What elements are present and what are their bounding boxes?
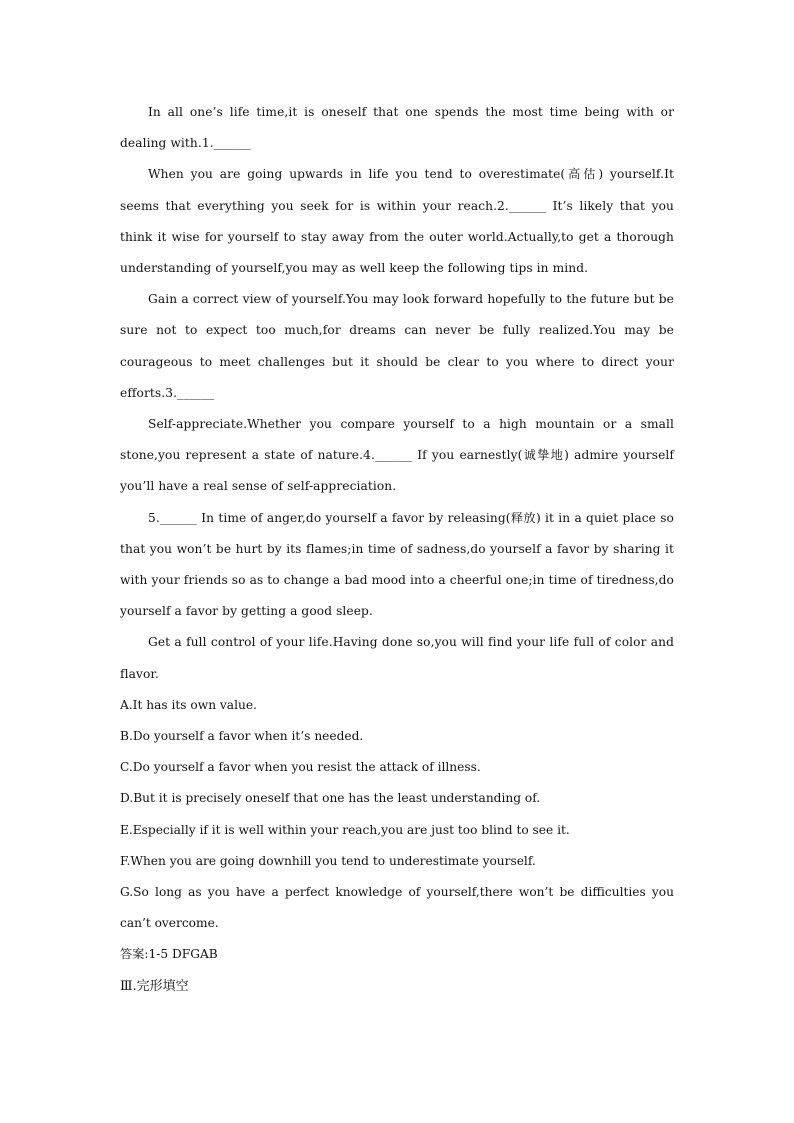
option-a: A.It has its own value. [120, 697, 257, 712]
option-g: G.So long as you have a perfect knowledge of yourself,there won’t be difficulties you can’t overcome. [120, 885, 674, 931]
passage-paragraph-4: Self-appreciate.Whether you compare yourself to a high mountain or a small stone,you represent a state of nature.4.______ If you earnestly(诚挚地) admire yourself you’ll have a real sense of self-appreciation. [120, 417, 674, 494]
answer-key: 答案:1-5 DFGAB [120, 947, 218, 962]
option-f: F.When you are going downhill you tend to underestimate yourself. [120, 853, 536, 868]
option-e: E.Especially if it is well within your reach,you are just too blind to see it. [120, 822, 570, 837]
passage-paragraph-6: Get a full control of your life.Having done so,you will find your life full of color and flavor. [120, 635, 674, 681]
option-c: C.Do yourself a favor when you resist the attack of illness. [120, 760, 481, 775]
option-d: D.But it is precisely oneself that one has the least understanding of. [120, 791, 541, 806]
next-section-heading: Ⅲ.完形填空 [120, 978, 189, 994]
passage-paragraph-1: In all one’s life time,it is oneself that one spends the most time being with or dealing with.1.______ [120, 105, 674, 151]
document-page [120, 97, 674, 1002]
option-b: B.Do yourself a favor when it’s needed. [120, 729, 364, 744]
passage-paragraph-3: Gain a correct view of yourself.You may look forward hopefully to the future but be sure not to expect too much,for dreams can never be fully realized.You may be courageous to meet challenges but it should be clear to you where to direct your efforts.3.______ [120, 292, 674, 400]
passage-paragraph-5: 5.______ In time of anger,do yourself a favor by releasing(释放) it in a quiet place so that you won’t be hurt by its flames;in time of sadness,do yourself a favor by sharing it with your friends so as to change a bad mood into a cheerful one;in time of tiredness,do yourself a favor by getting a good sleep. [120, 510, 674, 619]
passage-paragraph-2: When you are going upwards in life you tend to overestimate(高估) yourself.It seems that everything you seek for is within your reach.2.______ It’s likely that you think it wise for yourself to stay away from the outer world.Actually,to get a thorough understanding of yourself,you may as well keep the following tips in mind. [120, 167, 674, 276]
